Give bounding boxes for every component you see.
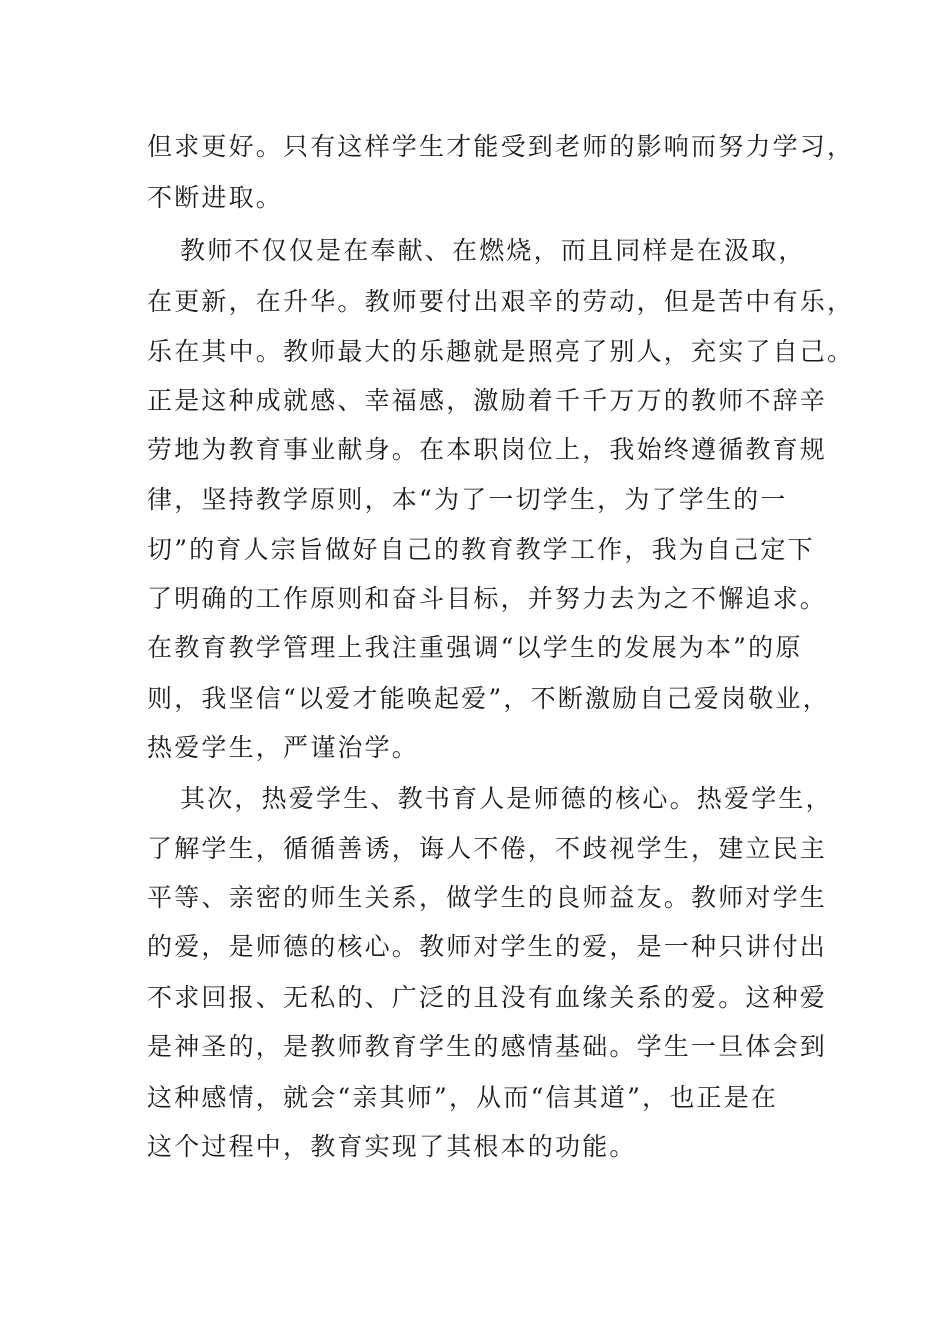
text-line: 的爱，是师德的核心。教师对学生的爱，是一种只讲付出 xyxy=(147,932,828,961)
text-line: 不断进取。 xyxy=(147,183,284,212)
text-line: 律，坚持教学原则，本“为了一切学生，为了学生的一 xyxy=(147,485,788,514)
text-line: 这种感情，就会“亲其师”，从而“信其道”，也正是在 xyxy=(147,1083,779,1112)
text-line: 正是这种成就感、幸福感，激励着千千万万的教师不辞辛 xyxy=(147,386,828,415)
text-line: 乐在其中。教师最大的乐趣就是照亮了别人，充实了自己。 xyxy=(147,337,855,366)
text-line: 劳地为教育事业献身。在本职岗位上，我始终遵循教育规 xyxy=(147,435,828,464)
text-line: 则，我坚信“以爱才能唤起爱”，不断激励自己爱岗敬业， xyxy=(147,684,830,713)
text-line: 热爱学生，严谨治学。 xyxy=(147,733,420,762)
text-line: 教师不仅仅是在奉献、在燃烧，而且同样是在汲取， xyxy=(180,236,806,265)
text-line: 不求回报、无私的、广泛的且没有血缘关系的爱。这种爱 xyxy=(147,983,828,1012)
text-line: 这个过程中，教育实现了其根本的功能。 xyxy=(147,1132,637,1161)
text-line: 了明确的工作原则和奋斗目标，并努力去为之不懈追求。 xyxy=(147,584,828,613)
text-line: 平等、亲密的师生关系，做学生的良师益友。教师对学生 xyxy=(147,883,828,912)
text-line: 切”的育人宗旨做好自己的教育教学工作，我为自己定下 xyxy=(147,535,815,564)
text-line: 在更新，在升华。教师要付出艰辛的劳动，但是苦中有乐， xyxy=(147,287,855,316)
text-line: 是神圣的，是教师教育学生的感情基础。学生一旦体会到 xyxy=(147,1032,828,1061)
text-line: 了解学生，循循善诱，诲人不倦，不歧视学生，建立民主 xyxy=(147,834,828,863)
text-line: 其次，热爱学生、教书育人是师德的核心。热爱学生， xyxy=(180,784,833,813)
text-line: 但求更好。只有这样学生才能受到老师的影响而努力学习， xyxy=(147,132,855,161)
text-line: 在教育教学管理上我注重强调“以学生的发展为本”的原 xyxy=(147,633,803,662)
